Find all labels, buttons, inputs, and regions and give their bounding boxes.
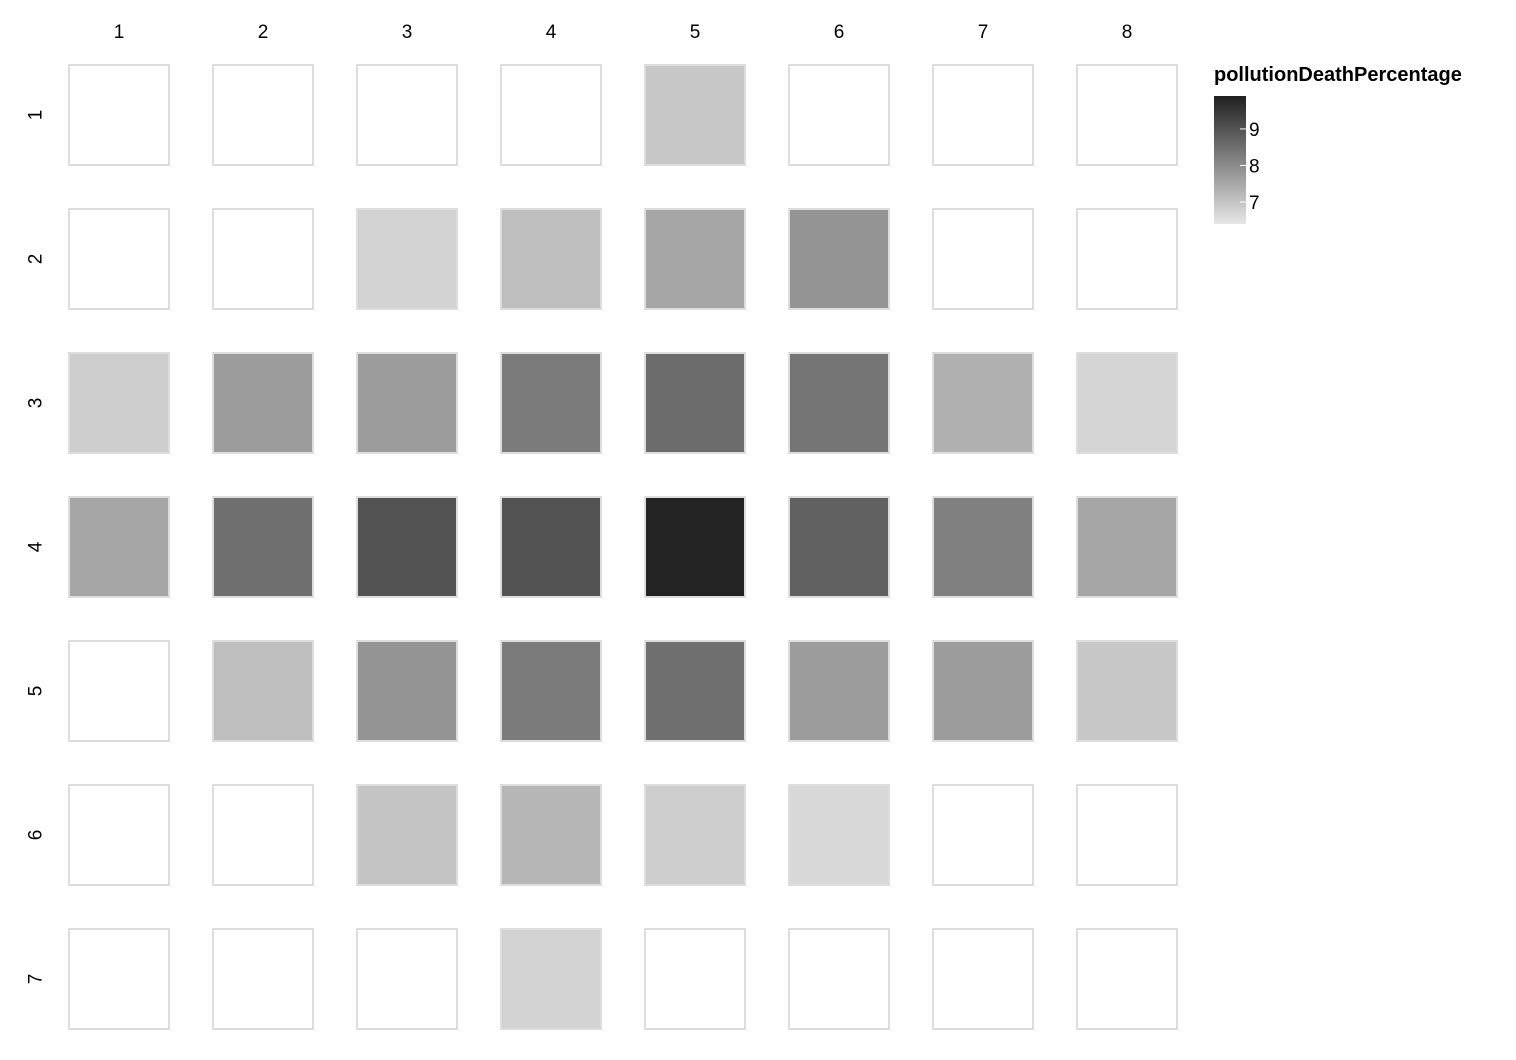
heatmap-cell-empty — [69, 65, 169, 165]
y-tick-label: 2 — [25, 253, 47, 265]
heatmap-cell — [357, 497, 457, 597]
heatmap-cell-empty — [789, 65, 889, 165]
heatmap-cell — [789, 209, 889, 309]
heatmap-cell-empty — [501, 65, 601, 165]
x-tick-label: 7 — [977, 22, 989, 43]
x-tick-label: 5 — [689, 22, 701, 43]
x-axis-ticks — [114, 22, 1133, 43]
heatmap-cell — [69, 497, 169, 597]
heatmap-cell — [501, 209, 601, 309]
heatmap-cell — [645, 785, 745, 885]
heatmap-cell — [645, 65, 745, 165]
heatmap-cell — [69, 353, 169, 453]
x-tick-label: 8 — [1121, 22, 1133, 43]
heatmap-cell — [213, 353, 313, 453]
heatmap-cell-empty — [69, 209, 169, 309]
heatmap-cell-empty — [357, 65, 457, 165]
heatmap-cell-empty — [789, 929, 889, 1029]
heatmap-cell-empty — [357, 929, 457, 1029]
heatmap-cell — [789, 497, 889, 597]
legend-tick-label: 7 — [1249, 193, 1260, 215]
x-tick-label: 1 — [113, 22, 125, 43]
heatmap-cell-empty — [69, 641, 169, 741]
heatmap-cell — [1077, 353, 1177, 453]
heatmap-cell — [789, 785, 889, 885]
heatmap-cell-empty — [213, 65, 313, 165]
heatmap-cell — [645, 497, 745, 597]
heatmap-cell — [933, 353, 1033, 453]
heatmap-cell-empty — [933, 929, 1033, 1029]
heatmap-cell — [501, 929, 601, 1029]
x-tick-label: 6 — [833, 22, 845, 43]
y-tick-label: 7 — [25, 973, 47, 985]
heatmap-cell — [357, 209, 457, 309]
x-tick-label: 3 — [401, 22, 413, 43]
heatmap-cell — [1077, 497, 1177, 597]
heatmap-cell — [933, 497, 1033, 597]
heatmap-cell-empty — [213, 929, 313, 1029]
heatmap-cell — [213, 641, 313, 741]
heatmap-cell — [645, 353, 745, 453]
heatmap-cell — [501, 353, 601, 453]
heatmap-cell — [1077, 641, 1177, 741]
heatmap-cell — [789, 353, 889, 453]
y-axis-ticks — [26, 110, 47, 985]
x-tick-label: 4 — [545, 22, 557, 43]
heatmap-cell — [789, 641, 889, 741]
heatmap-cells — [69, 65, 1177, 1029]
heatmap-cell-empty — [1077, 209, 1177, 309]
heatmap-cell — [501, 497, 601, 597]
y-tick-label: 1 — [25, 109, 47, 121]
x-tick-label: 2 — [257, 22, 269, 43]
y-tick-label: 5 — [25, 685, 47, 697]
heatmap-cell — [357, 785, 457, 885]
heatmap-cell — [213, 497, 313, 597]
heatmap-cell-empty — [1077, 929, 1177, 1029]
y-tick-label: 3 — [25, 397, 47, 409]
color-legend — [1214, 64, 1462, 224]
heatmap-cell — [645, 641, 745, 741]
heatmap-cell-empty — [1077, 65, 1177, 165]
heatmap-cell-empty — [213, 209, 313, 309]
heatmap-cell — [501, 785, 601, 885]
heatmap-cell — [645, 209, 745, 309]
heatmap-cell-empty — [1077, 785, 1177, 885]
heatmap-cell — [357, 353, 457, 453]
heatmap-cell — [501, 641, 601, 741]
y-tick-label: 6 — [25, 829, 47, 841]
y-tick-label: 4 — [25, 541, 47, 553]
heatmap-cell-empty — [933, 785, 1033, 885]
heatmap-cell-empty — [933, 65, 1033, 165]
heatmap-cell-empty — [645, 929, 745, 1029]
legend-tick-label: 8 — [1249, 156, 1260, 178]
heatmap-cell-empty — [213, 785, 313, 885]
legend-title: pollutionDeathPercentage — [1214, 64, 1462, 86]
heatmap-cell-empty — [69, 929, 169, 1029]
heatmap-cell-empty — [933, 209, 1033, 309]
heatmap-cell-empty — [69, 785, 169, 885]
legend-color-bar — [1214, 96, 1246, 224]
heatmap-cell — [933, 641, 1033, 741]
heatmap-cell — [357, 641, 457, 741]
legend-tick-label: 9 — [1249, 119, 1260, 141]
